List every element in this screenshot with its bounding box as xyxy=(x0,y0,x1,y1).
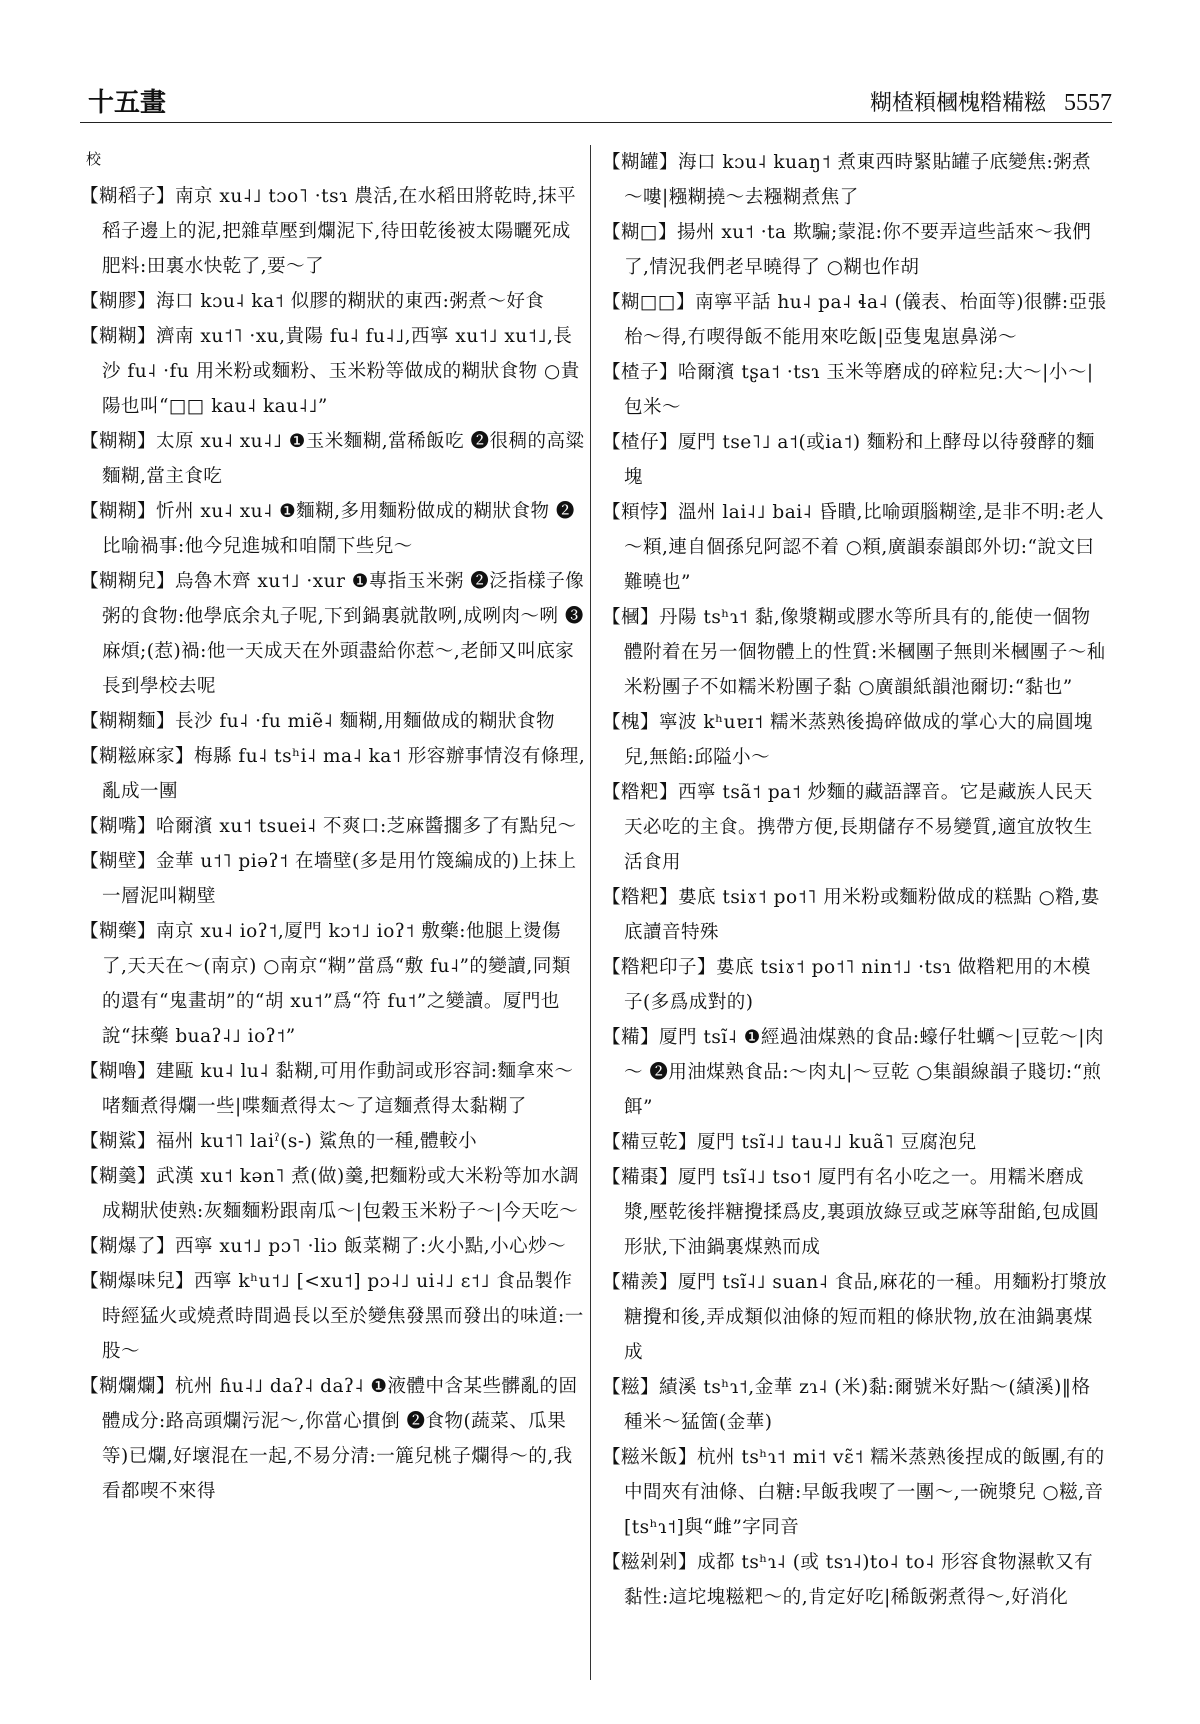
dictionary-entry: 【糊糊兒】烏魯木齊 xu˦˩ ·xur ❶專指玉米粥 ❷泛指樣子像粥的食物:他學底余丸子呢,下到鍋裏就散咧,成咧肉～咧 ❸麻煩;(惹)禍:他一天成天在外頭盡給你惹～,老師又叫底家長到學校去呢 xyxy=(80,571,585,697)
dictionary-entry: 【糒棗】厦門 tsĩ˨˩ tso˦ 厦門有名小吃之一。用糯米磨成漿,壓乾後拌糖攪揉爲皮,裏頭放綠豆或芝麻等甜餡,包成圓形狀,下油鍋裏煤熟而成 xyxy=(602,1167,1100,1258)
dictionary-entry: 【糒羨】厦門 tsĩ˨˩ suan˨ 食品,麻花的一種。用麵粉打漿放糖攪和後,弄成類似油條的短而粗的條狀物,放在油鍋裏煤成 xyxy=(602,1272,1108,1363)
dictionary-entry: 【糍】績溪 tsʰɿ˦,金華 zɿ˨ (米)黏:爾號米好點～(績溪)‖格種米～猛箇(金華) xyxy=(602,1377,1091,1433)
dictionary-entry: 【槐】寧波 kʰuɐɪ˦ 糯米蒸熟後搗碎做成的掌心大的扁圓塊兒,無餡:邱隘小～ xyxy=(602,712,1093,768)
dictionary-entry: 【楂子】哈爾濱 tʂa˦ ·tsɿ 玉米等磨成的碎粒兒:大～|小～|包米～ xyxy=(602,362,1094,418)
dictionary-entry: 【糊糊】濟南 xu˦˥ ·xu,貴陽 fu˨ fu˨˩,西寧 xu˦˩ xu˦˩,長沙 fu˨ ·fu 用米粉或麵粉、玉米粉等做成的糊狀食物 ○貴陽也叫“□□ kau˨ kau˨˩” xyxy=(80,326,580,417)
dictionary-entry: 【糍米飯】杭州 tsʰɿ˦ mi˦ vɛ̃˦ 糯米蒸熟後捏成的飯團,有的中間夾有油條、白糖:早飯我喫了一團～,一碗漿兒 ○糍,音[tsʰɿ˦]與“雌”字同音 xyxy=(602,1447,1105,1538)
dictionary-entry: 【糊膠】海口 kɔu˨ ka˦ 似膠的糊狀的東西:粥煮～好食 xyxy=(80,291,545,312)
dictionary-entry: 【糊嚕】建甌 ku˨ lu˨ 黏糊,可用作動詞或形容詞:麵拿來～啫麵煮得爛一些|喋麵煮得太～了這麵煮得太黏糊了 xyxy=(80,1061,574,1117)
dictionary-entry: 【糊藥】南京 xu˨ ioʔ˦,厦門 kɔ˦˩ ioʔ˦ 敷藥:他腿上燙傷了,天天在～(南京) ○南京“糊”當爲“敷 fu˨”的變讀,同類的還有“鬼畫胡”的“胡 xu˦”爲“符 fu˦”之變讀。厦門也說“抹藥 buaʔ˨˩ ioʔ˦” xyxy=(80,921,571,1047)
header-right xyxy=(870,86,1112,117)
dictionary-entry: 【糊糊麵】長沙 fu˨ ·fu miẽ˨ 麵糊,用麵做成的糊狀食物 xyxy=(80,711,555,732)
dictionary-entry: 【糊羹】武漢 xu˦ kən˥ 煮(做)羹,把麵粉或大米粉等加水調成糊狀使熟:灰麵麵粉跟南瓜～|包穀玉米粉子～|今天吃～ xyxy=(80,1166,580,1222)
right-column xyxy=(602,145,1108,1685)
dictionary-entry: 【糊壁】金華 u˦˥ piəʔ˦ 在墻壁(多是用竹篾編成的)上抹上一層泥叫糊壁 xyxy=(80,851,577,907)
section-label: 十五畫 xyxy=(88,88,167,118)
column-divider xyxy=(590,145,591,1680)
dictionary-entry: 【糒豆乾】厦門 tsĩ˨˩ tau˨˩ kuã˥ 豆腐泡兒 xyxy=(602,1132,977,1153)
left-column xyxy=(80,145,586,1685)
dictionary-entry: 【糊鯊】福州 ku˦˥ laiˀ(s-) 鯊魚的一種,體較小 xyxy=(80,1131,478,1152)
dictionary-entry: 【糌粑印子】婁底 tsiɤ˦ po˦˥ nin˦˩ ·tsɿ 做糌粑用的木模子(多爲成對的) xyxy=(602,957,1091,1013)
page-header xyxy=(88,82,1112,132)
dictionary-entry: 【頪悖】溫州 lai˨˩ bai˨ 昏瞶,比喻頭腦糊塗,是非不明:老人～頪,連自個孫兒阿認不着 ○頪,廣韻泰韻郎外切:“說文曰難曉也” xyxy=(602,502,1105,593)
page-number: 5557 xyxy=(1064,90,1112,116)
header-rule xyxy=(80,122,1112,123)
dictionary-entry: 【糊稻子】南京 xu˨˩ tɔo˥ ·tsɿ 農活,在水稻田將乾時,抹平稻子邊上的泥,把雜草壓到爛泥下,待田乾後被太陽曬死成肥料:田裏水快乾了,要～了 xyxy=(80,186,577,277)
dictionary-entry: 【糌粑】西寧 tsã˦ pa˦ 炒麵的藏語譯音。它是藏族人民天天必吃的主食。携帶方便,長期儲存不易變質,適宜放牧生活食用 xyxy=(602,782,1093,873)
dictionary-entry: 【糊爛爛】杭州 ɦu˨˩ daʔ˨ daʔ˨ ❶液體中含某些髒亂的固體成分:路高頭爛污泥～,你當心摜倒 ❷食物(蔬菜、瓜果等)已爛,好壞混在一起,不易分清:一簏兒桃子爛得～的,我看都喫不來得 xyxy=(80,1376,578,1502)
dictionary-entry: 【糊爆味兒】西寧 kʰu˦˩ [<xu˦] pɔ˨˩ ui˨˩ ɛ˦˩ 食品製作時經猛火或燒煮時間過長以至於變焦發黑而發出的味道:一股～ xyxy=(80,1271,584,1362)
dictionary-entry: 【糊□□】南寧平話 hu˨ pa˨ ɬa˨ (儀表、枱面等)很髒:亞張枱～得,冇喫得飯不能用來吃飯|亞隻鬼崽鼻涕～ xyxy=(602,292,1107,348)
dictionary-entry: 【槶】丹陽 tsʰɿ˦ 黏,像漿糊或膠水等所具有的,能使一個物體附着在另一個物體上的性質:米槶團子無則米槶團子～秈米粉團子不如糯米粉團子黏 ○廣韻紙韻池爾切:“黏也” xyxy=(602,607,1106,698)
dictionary-entry: 【糊糊】太原 xu˨ xu˨˩ ❶玉米麵糊,當稀飯吃 ❷很稠的高粱麵糊,當主食吃 xyxy=(80,431,585,487)
dictionary-entry: 【糊糊】忻州 xu˨ xu˨ ❶麵糊,多用麵粉做成的糊狀食物 ❷比喻禍事:他今兒進城和咱鬧下些兒～ xyxy=(80,501,575,557)
dictionary-entry: 【糊□】揚州 xu˦ ·ta 欺騙;蒙混:你不要弄這些話來～我們了,情況我們老早曉得了 ○糊也作胡 xyxy=(602,222,1092,278)
dictionary-entry: 【糊糍麻家】梅縣 fu˨ tsʰi˨ ma˨ ka˦ 形容辦事情沒有條理,亂成一團 xyxy=(80,746,586,802)
dictionary-entry: 【糍剁剁】成都 tsʰɿ˨ (或 tsɿ˨)to˨ to˨ 形容食物濕軟又有黏性:這坨塊糍粑～的,肯定好吃|稀飯粥煮得～,好消化 xyxy=(602,1552,1094,1608)
dictionary-entry: 【糌粑】婁底 tsiɤ˦ po˦˥ 用米粉或麵粉做成的糕點 ○糌,婁底讀音特殊 xyxy=(602,887,1100,943)
dictionary-entry: 【糒】厦門 tsĩ˨ ❶經過油煤熟的食品:蠔仔牡蠣～|豆乾～|肉～ ❷用油煤熟食品:～肉丸|～豆乾 ○集韻線韻子賤切:“煎餌” xyxy=(602,1027,1105,1118)
header-characters: 糊楂頪槶槐糌糒糍 xyxy=(869,91,1046,116)
dictionary-entry: 【糊罐】海口 kɔu˨ kuaŋ˦ 煮東西時緊貼罐子底變焦:粥煮～嘍|糨糊撓～去糨糊煮焦了 xyxy=(602,152,1092,208)
dictionary-entry: 【糊爆了】西寧 xu˦˩ pɔ˥ ·liɔ 飯菜糊了:火小點,小心炒～ xyxy=(80,1236,567,1257)
dictionary-entry: 【糊嘴】哈爾濱 xu˦ tsuei˨ 不爽口:芝麻醬擱多了有點兒～ xyxy=(80,816,577,837)
continued-fragment: 校 xyxy=(86,150,102,168)
dictionary-entry: 【楂仔】厦門 tse˥˩ a˦(或ia˦) 麵粉和上酵母以待發酵的麵塊 xyxy=(602,432,1095,488)
